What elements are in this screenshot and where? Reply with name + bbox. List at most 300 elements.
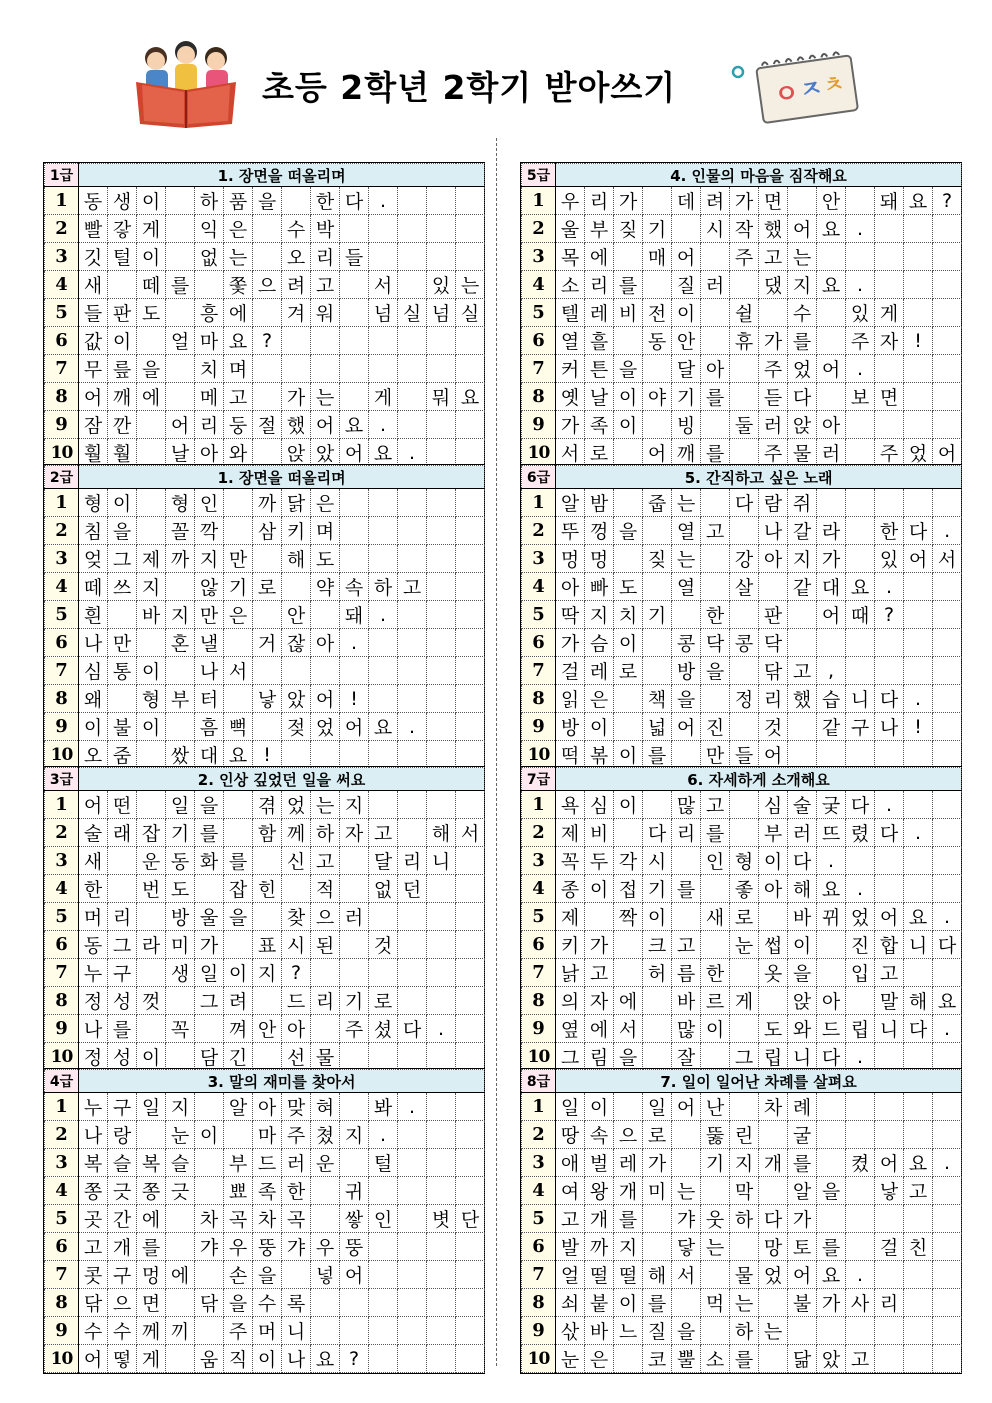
letter-cell: ? — [282, 959, 311, 987]
letter-cell: 을 — [253, 187, 282, 215]
letter-cell: 수 — [108, 1317, 137, 1345]
letter-cell: 해 — [643, 1261, 672, 1289]
letter-cell: 가 — [585, 931, 614, 959]
letter-cell: 름 — [672, 959, 701, 987]
letter-cell — [456, 243, 485, 271]
letter-cell — [933, 1093, 962, 1121]
letter-cell: 부 — [166, 685, 195, 713]
letter-cell: 누 — [79, 1093, 108, 1121]
letter-cell: 안 — [672, 327, 701, 355]
row-number: 3 — [45, 847, 79, 875]
letter-cell — [427, 1177, 456, 1205]
letter-cell — [933, 327, 962, 355]
letter-cell: 어 — [817, 601, 846, 629]
letter-cell — [137, 959, 166, 987]
letter-cell: 눈 — [166, 1121, 195, 1149]
letter-cell: 깐 — [108, 411, 137, 439]
letter-cell — [427, 601, 456, 629]
letter-cell: 이 — [137, 657, 166, 685]
letter-cell: 고 — [875, 959, 904, 987]
letter-cell: 열 — [672, 573, 701, 601]
letter-cell: . — [933, 903, 962, 931]
letter-cell: 개 — [585, 1205, 614, 1233]
letter-cell: . — [369, 187, 398, 215]
letter-cell — [933, 215, 962, 243]
sentence-row — [45, 439, 485, 467]
letter-cell: 은 — [224, 601, 253, 629]
letter-cell: 진 — [846, 931, 875, 959]
letter-cell: 날 — [585, 383, 614, 411]
letter-cell — [369, 1043, 398, 1071]
letter-cell: 께 — [282, 819, 311, 847]
letter-cell — [643, 271, 672, 299]
letter-cell: 한 — [311, 187, 340, 215]
letter-cell — [253, 299, 282, 327]
letter-cell: 이 — [614, 1289, 643, 1317]
letter-cell — [701, 573, 730, 601]
letter-cell — [759, 573, 788, 601]
sentence-row — [45, 601, 485, 629]
sentence-row — [45, 243, 485, 271]
letter-cell: 콧 — [79, 1261, 108, 1289]
letter-cell: 이 — [137, 713, 166, 741]
letter-cell — [224, 1121, 253, 1149]
letter-cell — [166, 987, 195, 1015]
unit-title: 5. 간직하고 싶은 노래 — [556, 466, 962, 489]
letter-cell: 생 — [166, 959, 195, 987]
letter-cell — [456, 791, 485, 819]
letter-cell — [166, 1289, 195, 1317]
letter-cell: 요 — [817, 271, 846, 299]
letter-cell: 에 — [614, 987, 643, 1015]
letter-cell: 다 — [398, 1015, 427, 1043]
letter-cell — [282, 741, 311, 769]
letter-cell: 주 — [282, 1121, 311, 1149]
letter-cell: 지 — [730, 1149, 759, 1177]
letter-cell: 요 — [311, 1345, 340, 1373]
row-number: 9 — [522, 411, 556, 439]
letter-cell — [456, 629, 485, 657]
row-number: 1 — [45, 489, 79, 517]
letter-cell: 잡 — [224, 875, 253, 903]
letter-cell: 던 — [398, 875, 427, 903]
letter-cell — [817, 629, 846, 657]
sentence-row — [45, 791, 485, 819]
dictation-grid — [44, 767, 485, 1071]
letter-cell: 는 — [311, 383, 340, 411]
letter-cell — [398, 987, 427, 1015]
letter-cell — [701, 327, 730, 355]
letter-cell — [427, 545, 456, 573]
sentence-row — [45, 1121, 485, 1149]
letter-cell — [166, 1345, 195, 1373]
letter-cell: 정 — [730, 685, 759, 713]
letter-cell: 요 — [817, 875, 846, 903]
letter-cell: 치 — [195, 355, 224, 383]
letter-cell: 붙 — [585, 1289, 614, 1317]
row-number: 10 — [522, 439, 556, 467]
letter-cell — [427, 1317, 456, 1345]
letter-cell — [456, 987, 485, 1015]
letter-cell — [311, 1289, 340, 1317]
letter-cell: 곳 — [79, 1205, 108, 1233]
letter-cell — [427, 489, 456, 517]
row-number: 5 — [522, 601, 556, 629]
svg-text:ㅊ: ㅊ — [821, 71, 847, 100]
letter-cell — [933, 959, 962, 987]
letter-cell: 애 — [556, 1149, 585, 1177]
letter-cell: 개 — [614, 1177, 643, 1205]
letter-cell — [643, 187, 672, 215]
letter-cell — [427, 243, 456, 271]
letter-cell: 둥 — [224, 411, 253, 439]
letter-cell: 가 — [556, 629, 585, 657]
letter-cell — [137, 629, 166, 657]
letter-cell: ! — [253, 741, 282, 769]
letter-cell: 멍 — [556, 545, 585, 573]
letter-cell — [875, 1093, 904, 1121]
letter-cell: 앉 — [788, 987, 817, 1015]
letter-cell — [817, 299, 846, 327]
letter-cell: 같 — [817, 713, 846, 741]
letter-cell: 겨 — [282, 299, 311, 327]
letter-cell: 술 — [79, 819, 108, 847]
letter-cell: 머 — [253, 1317, 282, 1345]
sentence-row — [522, 1043, 962, 1071]
letter-cell — [933, 685, 962, 713]
letter-cell: 와 — [788, 1015, 817, 1043]
letter-cell — [788, 741, 817, 769]
letter-cell — [933, 847, 962, 875]
letter-cell — [730, 355, 759, 383]
letter-cell: 을 — [195, 791, 224, 819]
letter-cell: 동 — [643, 327, 672, 355]
letter-cell — [933, 243, 962, 271]
letter-cell: 려 — [282, 271, 311, 299]
letter-cell: 리 — [585, 187, 614, 215]
letter-cell — [340, 847, 369, 875]
letter-cell: 릎 — [108, 355, 137, 383]
letter-cell: 닦 — [195, 1289, 224, 1317]
letter-cell: 만 — [224, 545, 253, 573]
sentence-row — [522, 1233, 962, 1261]
page-header — [0, 0, 992, 150]
letter-cell: 었 — [904, 439, 933, 467]
row-number: 3 — [45, 1149, 79, 1177]
letter-cell: 꼭 — [166, 1015, 195, 1043]
sentence-row — [45, 1345, 485, 1373]
letter-cell — [846, 1205, 875, 1233]
letter-cell: 쫑 — [79, 1177, 108, 1205]
letter-cell: 로 — [643, 1121, 672, 1149]
letter-cell: 었 — [846, 903, 875, 931]
letter-cell — [398, 1289, 427, 1317]
letter-cell — [456, 847, 485, 875]
letter-cell: 뚱 — [253, 1233, 282, 1261]
letter-cell: 담 — [195, 1043, 224, 1071]
letter-cell: 말 — [875, 987, 904, 1015]
letter-cell: 그 — [556, 1043, 585, 1071]
letter-cell — [340, 1149, 369, 1177]
letter-cell — [456, 1177, 485, 1205]
letter-cell: 지 — [137, 573, 166, 601]
letter-cell: 데 — [672, 187, 701, 215]
letter-cell — [282, 573, 311, 601]
letter-cell — [730, 439, 759, 467]
letter-cell — [933, 271, 962, 299]
letter-cell: 오 — [79, 741, 108, 769]
letter-cell: 립 — [846, 1015, 875, 1043]
letter-cell: 깨 — [672, 439, 701, 467]
letter-cell: . — [875, 791, 904, 819]
grade-label: 4급 — [45, 1070, 79, 1093]
letter-cell: 로 — [253, 573, 282, 601]
letter-cell: 심 — [759, 791, 788, 819]
letter-cell: 러 — [340, 903, 369, 931]
row-number: 3 — [522, 545, 556, 573]
letter-cell — [398, 1177, 427, 1205]
letter-cell: 자 — [585, 987, 614, 1015]
letter-cell: . — [398, 713, 427, 741]
sentence-row — [522, 959, 962, 987]
letter-cell — [846, 439, 875, 467]
row-number: 8 — [45, 383, 79, 411]
row-number: 9 — [522, 713, 556, 741]
sentence-row — [45, 383, 485, 411]
letter-cell: 가 — [817, 545, 846, 573]
letter-cell — [817, 1205, 846, 1233]
letter-cell — [875, 411, 904, 439]
letter-cell — [398, 1043, 427, 1071]
letter-cell — [730, 1233, 759, 1261]
letter-cell — [904, 299, 933, 327]
letter-cell: 실 — [456, 299, 485, 327]
letter-cell — [137, 903, 166, 931]
letter-cell: 지 — [340, 1121, 369, 1149]
letter-cell — [701, 243, 730, 271]
letter-cell — [730, 1015, 759, 1043]
letter-cell: 뜨 — [817, 819, 846, 847]
letter-cell: 일 — [195, 959, 224, 987]
letter-cell — [933, 741, 962, 769]
letter-cell — [759, 1177, 788, 1205]
letter-cell — [614, 1093, 643, 1121]
letter-cell: 까 — [166, 545, 195, 573]
letter-cell: 께 — [137, 1317, 166, 1345]
letter-cell — [427, 1093, 456, 1121]
letter-cell: 바 — [788, 903, 817, 931]
letter-cell — [456, 903, 485, 931]
letter-cell: 어 — [759, 741, 788, 769]
sentence-row — [45, 299, 485, 327]
letter-cell: 약 — [311, 573, 340, 601]
row-number: 8 — [45, 987, 79, 1015]
letter-cell: 에 — [137, 383, 166, 411]
letter-cell — [398, 657, 427, 685]
letter-cell: 로 — [369, 987, 398, 1015]
letter-cell: 니 — [427, 847, 456, 875]
dictation-block-3 — [43, 766, 485, 1072]
letter-cell: 메 — [195, 383, 224, 411]
letter-cell — [137, 741, 166, 769]
letter-cell — [137, 517, 166, 545]
letter-cell — [730, 791, 759, 819]
svg-text:ㅈ: ㅈ — [797, 73, 825, 105]
letter-cell: 비 — [614, 299, 643, 327]
letter-cell: 판 — [108, 299, 137, 327]
row-number: 9 — [45, 713, 79, 741]
letter-cell: 고 — [311, 847, 340, 875]
letter-cell — [369, 1317, 398, 1345]
letter-cell — [166, 1205, 195, 1233]
letter-cell: 텔 — [556, 299, 585, 327]
letter-cell — [108, 847, 137, 875]
letter-cell: 요 — [224, 327, 253, 355]
sentence-row — [45, 271, 485, 299]
letter-cell — [788, 713, 817, 741]
letter-cell: 어 — [672, 243, 701, 271]
letter-cell: 을 — [614, 1043, 643, 1071]
letter-cell: 속 — [585, 1121, 614, 1149]
letter-cell — [253, 657, 282, 685]
letter-cell: 려 — [701, 187, 730, 215]
letter-cell: 혀 — [311, 1093, 340, 1121]
letter-cell: 운 — [311, 1149, 340, 1177]
row-number: 6 — [522, 931, 556, 959]
letter-cell: 쌓 — [340, 1205, 369, 1233]
letter-cell: 서 — [672, 1261, 701, 1289]
letter-cell — [875, 875, 904, 903]
row-number: 2 — [45, 517, 79, 545]
letter-cell: 주 — [846, 327, 875, 355]
letter-cell — [875, 657, 904, 685]
sentence-row — [45, 875, 485, 903]
letter-cell — [904, 1043, 933, 1071]
letter-cell: 들 — [730, 741, 759, 769]
letter-cell — [875, 489, 904, 517]
letter-cell: 구 — [108, 1093, 137, 1121]
letter-cell: 미 — [166, 931, 195, 959]
row-number: 7 — [522, 657, 556, 685]
letter-cell: 하 — [369, 573, 398, 601]
letter-cell: 는 — [788, 243, 817, 271]
letter-cell: 다 — [875, 685, 904, 713]
letter-cell — [456, 875, 485, 903]
letter-cell: 도 — [166, 875, 195, 903]
letter-cell — [340, 271, 369, 299]
letter-cell: 도 — [614, 573, 643, 601]
letter-cell — [369, 1289, 398, 1317]
letter-cell — [933, 573, 962, 601]
letter-cell — [614, 959, 643, 987]
letter-cell — [369, 903, 398, 931]
letter-cell — [398, 931, 427, 959]
letter-cell — [427, 187, 456, 215]
letter-cell — [253, 601, 282, 629]
unit-title: 6. 자세하게 소개해요 — [556, 768, 962, 791]
letter-cell: 돼 — [875, 187, 904, 215]
letter-cell: 었 — [788, 355, 817, 383]
letter-cell: 자 — [875, 327, 904, 355]
letter-cell — [427, 411, 456, 439]
letter-cell: 례 — [788, 1093, 817, 1121]
letter-cell — [456, 355, 485, 383]
letter-cell: 기 — [643, 601, 672, 629]
letter-cell: 그 — [195, 987, 224, 1015]
row-number: 5 — [522, 903, 556, 931]
sentence-row — [45, 1289, 485, 1317]
letter-cell: 뀌 — [817, 903, 846, 931]
letter-cell — [701, 685, 730, 713]
letter-cell — [701, 1177, 730, 1205]
letter-cell: 미 — [643, 1177, 672, 1205]
letter-cell — [427, 875, 456, 903]
letter-cell: 많 — [672, 791, 701, 819]
letter-cell: 떼 — [79, 573, 108, 601]
letter-cell — [456, 1093, 485, 1121]
letter-cell: 게 — [137, 1345, 166, 1373]
letter-cell — [933, 1261, 962, 1289]
letter-cell — [398, 355, 427, 383]
row-number: 5 — [522, 1205, 556, 1233]
letter-cell: 서 — [456, 819, 485, 847]
letter-cell: 망 — [759, 1233, 788, 1261]
letter-cell — [701, 1043, 730, 1071]
letter-cell: 동 — [166, 847, 195, 875]
letter-cell: 야 — [643, 383, 672, 411]
letter-cell — [311, 1177, 340, 1205]
letter-cell — [643, 411, 672, 439]
letter-cell: 주 — [875, 439, 904, 467]
letter-cell: 듣 — [759, 383, 788, 411]
letter-cell — [137, 1121, 166, 1149]
sentence-row — [522, 243, 962, 271]
letter-cell: 을 — [672, 685, 701, 713]
letter-cell: 을 — [137, 355, 166, 383]
letter-cell: 기 — [224, 573, 253, 601]
letter-cell: 치 — [614, 601, 643, 629]
row-number: 1 — [45, 1093, 79, 1121]
letter-cell: 했 — [282, 411, 311, 439]
letter-cell: 형 — [730, 847, 759, 875]
letter-cell — [730, 819, 759, 847]
letter-cell: . — [846, 271, 875, 299]
letter-cell: 속 — [340, 573, 369, 601]
letter-cell — [846, 987, 875, 1015]
letter-cell: 방 — [556, 713, 585, 741]
letter-cell: 이 — [614, 629, 643, 657]
letter-cell — [253, 355, 282, 383]
letter-cell: ! — [904, 327, 933, 355]
letter-cell: 면 — [875, 383, 904, 411]
letter-cell — [875, 1317, 904, 1345]
row-number: 5 — [45, 601, 79, 629]
letter-cell: 함 — [253, 819, 282, 847]
letter-cell: 떼 — [137, 271, 166, 299]
letter-cell: 들 — [79, 299, 108, 327]
letter-cell: 것 — [759, 713, 788, 741]
letter-cell: 입 — [846, 959, 875, 987]
letter-cell: 떨 — [585, 1261, 614, 1289]
letter-cell: 를 — [701, 819, 730, 847]
letter-cell: . — [340, 629, 369, 657]
letter-cell: 손 — [224, 1261, 253, 1289]
letter-cell — [933, 1289, 962, 1317]
letter-cell — [846, 1093, 875, 1121]
letter-cell — [456, 215, 485, 243]
letter-cell — [456, 545, 485, 573]
letter-cell: 진 — [701, 713, 730, 741]
